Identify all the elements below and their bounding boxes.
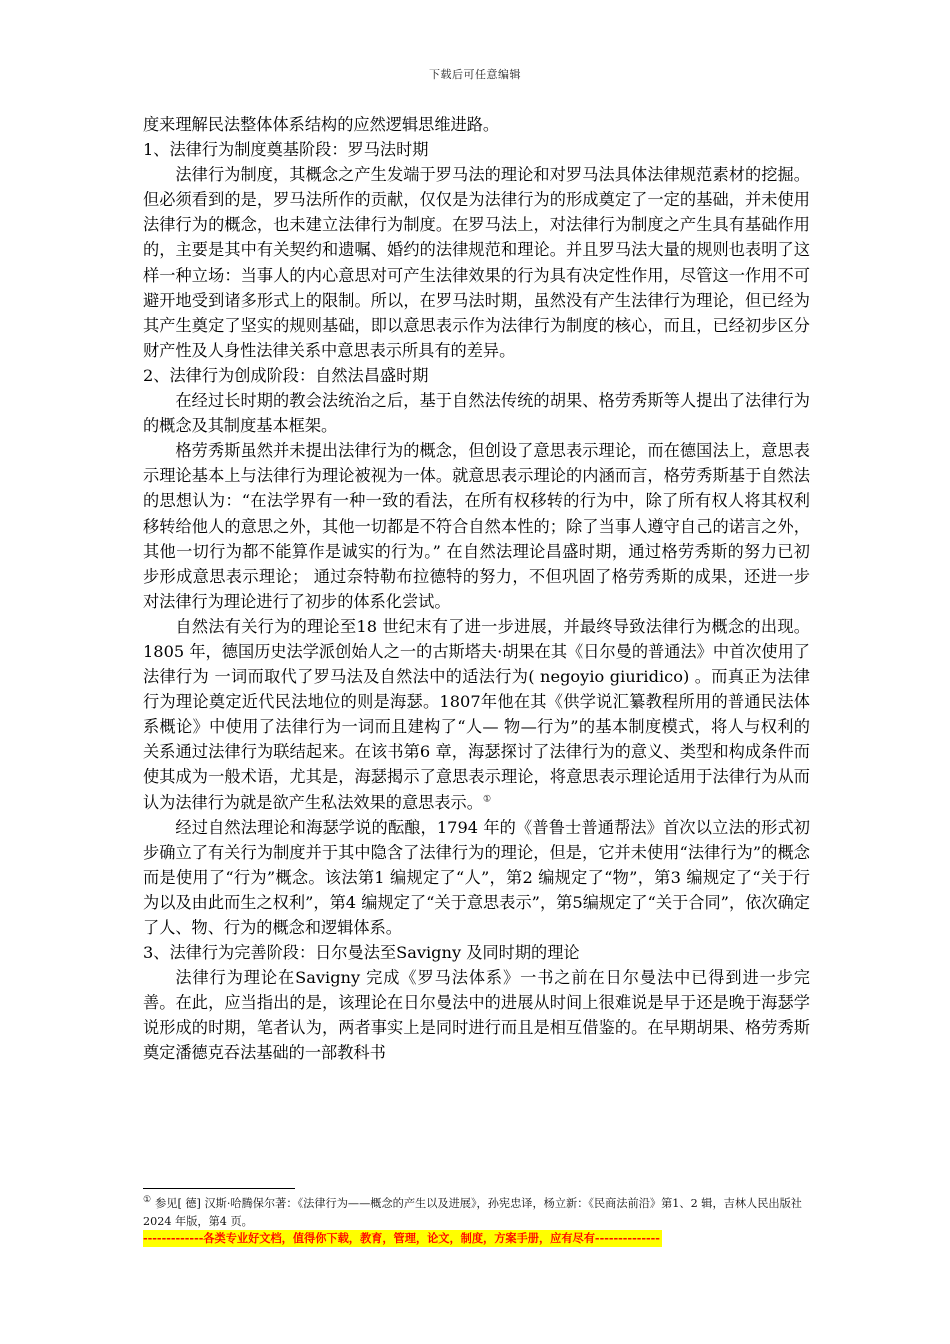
footnote-divider — [143, 1188, 295, 1189]
paragraph-savigny: 法律行为理论在Savigny 完成《罗马法体系》一书之前在日尔曼法中已得到进一步完善。在此，应当指出的是，该理论在日尔曼法中的进展从时间上很难说是早于还是晚于海瑟学说形成的时期，笔者认为，两者事实上是同时进行而且是相互借鉴的。在早期胡果、格劳秀斯奠定潘德克吞法基础的一部教科书 — [143, 968, 810, 1063]
section-heading-1: 1、法律行为制度奠基阶段：罗马法时期 — [143, 140, 429, 160]
paragraph-continuation: 度来理解民法整体体系结构的应然逻辑思维进路。 — [143, 115, 500, 134]
paragraph-hugo-heise — [143, 614, 810, 815]
document-body — [143, 112, 810, 1066]
page-header: 下载后可任意编辑 — [429, 68, 521, 81]
section-heading-2: 2、法律行为创成阶段：自然法昌盛时期 — [143, 365, 429, 385]
paragraph-hugo-heise-text: 自然法有关行为的理论至18 世纪末有了进一步进展，并最终导致法律行为概念的出现。1805 年，德国历史法学派创始人之一的古斯塔夫·胡果在其《日尔曼的普通法》中首次使用了法律行为 一词而取代了罗马法及自然法中的适法行为( negoyio giuridico) 。而真正为法律行为理论奠定近代民法地位的则是海瑟。1807年他在其《供学说汇纂教程所用的普通民法体系概论》中使用了法律行为一词而且建构了“人— 物—行为”的基本制度模式，将人与权利的关系通过法律行为联结起来。在该书第6 章，海瑟探讨了法律行为的意义、类型和构成条件而使其成为一般术语，尤其是，海瑟揭示了意思表示理论，将意思表示理论适用于法律行为从而认为法律行为就是欲产生私法效果的意思表示。 — [143, 616, 810, 812]
promo-banner: -------------各类专业好文档，值得你下载，教育，管理，论文，制度，方案手册，应有尽有-------------- — [143, 1231, 660, 1245]
paragraph-canon-law: 在经过长时期的教会法统治之后，基于自然法传统的胡果、格劳秀斯等人提出了法律行为的概念及其制度基本框架。 — [143, 391, 810, 436]
paragraph-roman-law: 法律行为制度，其概念之产生发端于罗马法的理论和对罗马法具体法律规范素材的挖掘。但必须看到的是，罗马法所作的贡献，仅仅是为法律行为的形成奠定了一定的基础，并未使用法律行为的概念，也未建立法律行为制度。在罗马法上，对法律行为制度之产生具有基础作用的，主要是其中有关契约和遗嘱、婚约的法律规范和理论。并且罗马法大量的规则也表明了这样一种立场：当事人的内心意思对可产生法律效果的行为具有决定性作用，尽管这一作用不可避开地受到诸多形式上的限制。所以，在罗马法时期，虽然没有产生法律行为理论，但已经为其产生奠定了坚实的规则基础，即以意思表示作为法律行为制度的核心，而且，已经初步区分财产性及人身性法律关系中意思表示所具有的差异。 — [143, 165, 810, 360]
paragraph-grotius: 格劳秀斯虽然并未提出法律行为的概念，但创设了意思表示理论，而在德国法上，意思表示理论基本上与法律行为理论被视为一体。就意思表示理论的内涵而言，格劳秀斯基于自然法的思想认为：“在法学界有一种一致的看法，在所有权移转的行为中，除了所有权人将其权利移转给他人的意思之外，其他一切都是不符合自然本性的；除了当事人遵守自己的诺言之外，其他一切行为都不能算作是诚实的行为。” 在自然法理论昌盛时期，通过格劳秀斯的努力已初步形成意思表示理论； 通过奈特勒布拉德特的努力，不但巩固了格劳秀斯的成果，还进一步对法律行为理论进行了初步的体系化尝试。 — [143, 441, 810, 611]
footnote-text: 参见[ 德] 汉斯·哈腾保尔著：《法律行为——概念的产生以及进展》，孙宪忠译，杨立新：《民商法前沿》第1、2 辑，吉林人民出版社2024 年版，第4 页。 — [143, 1197, 802, 1228]
section-heading-3: 3、法律行为完善阶段：日尔曼法至Savigny 及同时期的理论 — [143, 943, 580, 963]
footnote-mark: ① — [143, 1195, 152, 1206]
footnote-reference[interactable]: ① — [482, 794, 492, 805]
footnote — [143, 1195, 810, 1231]
paragraph-prussian-code: 经过自然法理论和海瑟学说的酝酿，1794 年的《普鲁士普通帮法》首次以立法的形式初步确立了有关行为制度并于其中隐含了法律行为的理论，但是，它并未使用“法律行为”的概念而是使用了“行为”概念。该法第1 编规定了“人”，第2 编规定了“物”，第3 编规定了“关于行为以及由此而生之权利”，第4 编规定了“关于意思表示”，第5编规定了“关于合同”，依次确定了人、物、行为的概念和逻辑体系。 — [143, 817, 810, 937]
